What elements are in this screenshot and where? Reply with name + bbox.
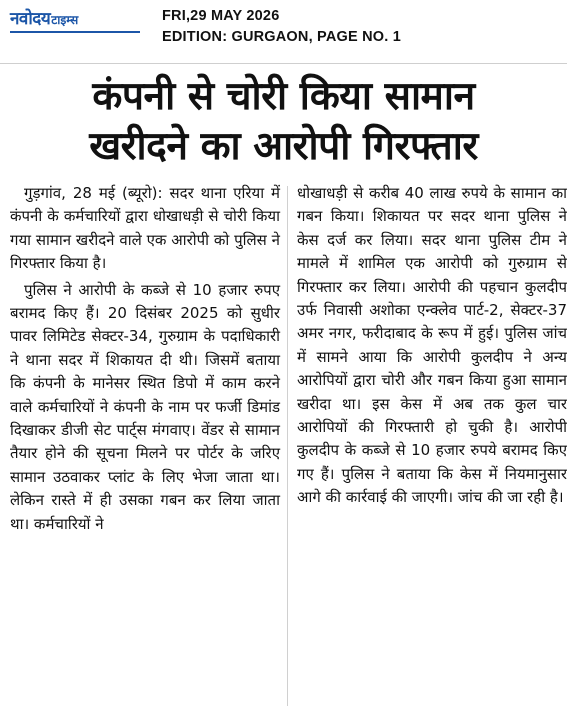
- masthead: [0, 0, 567, 58]
- column-separator: [287, 186, 288, 706]
- edition-page: EDITION: GURGAON, PAGE NO. 1: [162, 29, 401, 45]
- paragraph: धोखाधड़ी से करीब 40 लाख रुपये के सामान का गबन किया। शिकायत पर सदर थाना पुलिस ने केस दर्ज कर लिया। सदर थाना पुलिस टीम ने मामले में शामिल एक आरोपी को गुरुग्राम से गिरफ्तार कर लिया। आरोपी की पहचान कुलदीप उर्फ निवासी अशोका एन्क्लेव पार्ट-2, सेक्टर-37 अमर नगर, फरीदाबाद के रूप में हुई। पुलिस जांच में सामने आया कि आरोपी कुलदीप ने अन्य आरोपियों द्वारा चोरी और गबन किया हुआ सामान खरीदा था। इस केस में अब तक कुल चार आरोपियों की गिरफ्तारी हो चुकी है। आरोपी कुलदीप के कब्जे से 10 हजार रुपये बरामद किए गए हैं। पुलिस ने बताया कि केस में नियमानुसार आगे की कार्रवाई की जाएगी। जांच की जा रही है।: [297, 184, 567, 507]
- edition-date: FRI,29 MAY 2026: [162, 8, 280, 24]
- masthead-divider: [0, 63, 567, 64]
- logo-main-text: नवोदय: [10, 9, 51, 29]
- edition-info: [162, 6, 401, 48]
- newspaper-logo: [10, 6, 78, 29]
- logo-sub-text: टाइम्स: [51, 13, 79, 27]
- paragraph: गुड़गांव, 28 मई (ब्यूरो): सदर थाना एरिया में कंपनी के कर्मचारियों द्वारा धोखाधड़ी से चोरी किया गया सामान खरीदने वाले एक आरोपी को पुलिस ने गिरफ्तार किया है।: [10, 184, 280, 273]
- article-headline: [0, 72, 567, 172]
- headline-line-1: कंपनी से चोरी किया सामान: [92, 74, 475, 119]
- paragraph: पुलिस ने आरोपी के कब्जे से 10 हजार रुपए बरामद किए हैं। 20 दिसंबर 2025 को सुधीर पावर लिमिटेड सेक्टर-34, गुरुग्राम के पदाधिकारी ने थाना सदर में शिकायत दी थी। जिसमें बताया कि कंपनी के मानेसर स्थित डिपो में काम करने वाले कर्मचारियों ने कंपनी के नाम पर फर्जी डिमांड दिखाकर डीजी सेट पार्ट्स मंगवाए। वेंडर से सामान तैयार होने की सूचना मिलने पर पोर्टर के जरिए सामान उठवाकर प्लांट के लिए भेजा जाता था। लेकिन रास्ते में ही उसका गबन कर लिया जाता था। कर्मचारियों ने: [10, 280, 280, 533]
- article-column-left: [10, 182, 280, 536]
- headline-line-2: खरीदने का आरोपी गिरफ्तार: [89, 124, 478, 169]
- logo-underline: [10, 31, 140, 33]
- article-column-right: [297, 182, 567, 510]
